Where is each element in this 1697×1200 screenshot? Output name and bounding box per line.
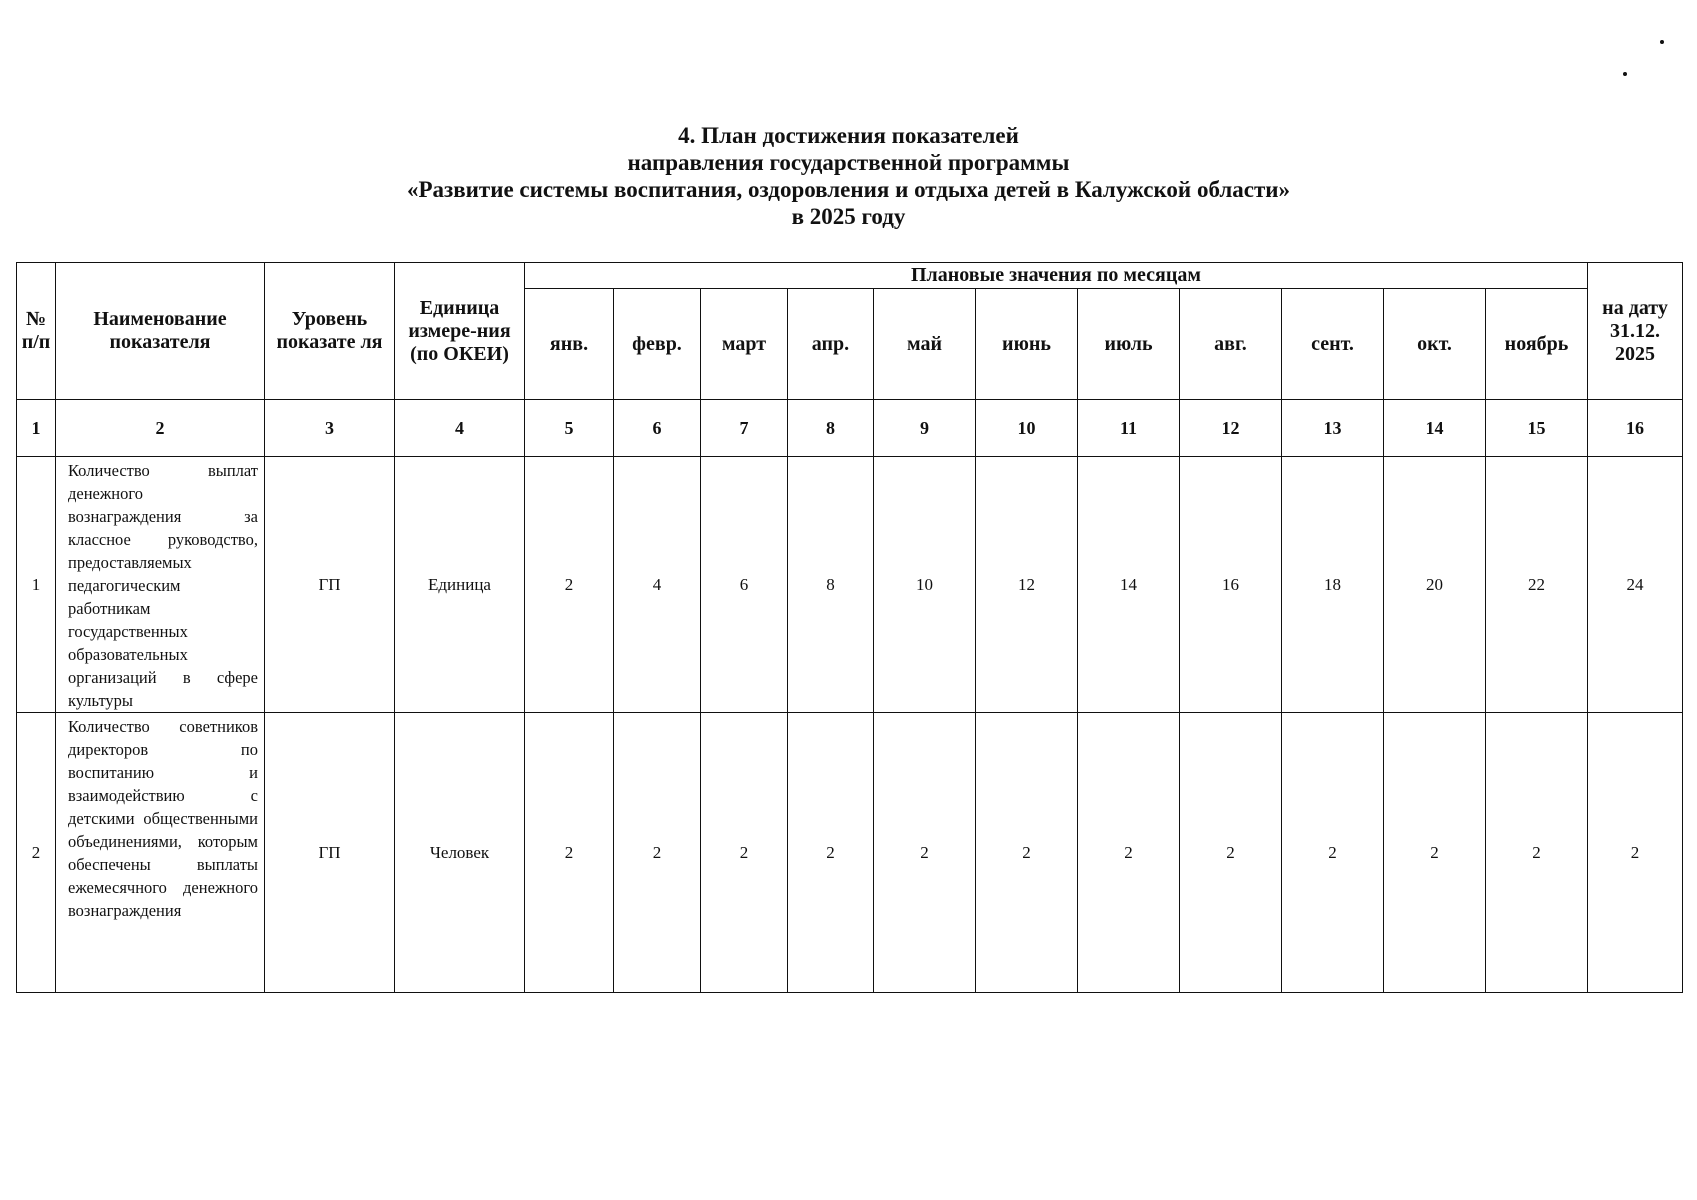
row-month-value: 16 (1180, 457, 1282, 713)
header-month: март (701, 289, 788, 400)
row-month-value: 20 (1384, 457, 1486, 713)
title-line: 4. План достижения показателей (678, 123, 1019, 148)
row-num: 1 (17, 457, 56, 713)
header-name: Наименование показателя (56, 263, 265, 400)
row-indicator-name: Количество выплат денежного вознаграждения за классное руководство, предоставляемых педагогическим работникам государственных образовательных организаций в сфере культуры (56, 457, 265, 713)
header-final: на дату 31.12. 2025 (1588, 263, 1683, 400)
header-num: № п/п (17, 263, 56, 400)
scan-speck (1660, 40, 1664, 44)
column-number: 11 (1078, 400, 1180, 457)
column-number: 12 (1180, 400, 1282, 457)
column-number: 6 (614, 400, 701, 457)
header-row (17, 263, 1683, 289)
title-line: направления государственной программы (627, 150, 1070, 175)
header-month: сент. (1282, 289, 1384, 400)
column-number: 13 (1282, 400, 1384, 457)
header-month: май (874, 289, 976, 400)
row-month-value: 14 (1078, 457, 1180, 713)
header-level: Уровень показате ля (265, 263, 395, 400)
row-month-value: 10 (874, 457, 976, 713)
row-month-value: 2 (701, 713, 788, 993)
column-number: 10 (976, 400, 1078, 457)
column-number: 16 (1588, 400, 1683, 457)
column-number: 5 (525, 400, 614, 457)
header-unit: Единица измере-ния (по ОКЕИ) (395, 263, 525, 400)
column-number: 9 (874, 400, 976, 457)
page-title (0, 122, 1697, 230)
row-final-value: 24 (1588, 457, 1683, 713)
header-month: янв. (525, 289, 614, 400)
row-month-value: 2 (1384, 713, 1486, 993)
table-row (17, 457, 1683, 713)
row-month-value: 4 (614, 457, 701, 713)
row-month-value: 2 (525, 457, 614, 713)
header-month: июнь (976, 289, 1078, 400)
column-number: 2 (56, 400, 265, 457)
row-month-value: 2 (1486, 713, 1588, 993)
header-month: ноябрь (1486, 289, 1588, 400)
scan-speck (1623, 72, 1627, 76)
column-number-row (17, 400, 1683, 457)
row-month-value: 6 (701, 457, 788, 713)
header-month: окт. (1384, 289, 1486, 400)
table-row (17, 713, 1683, 993)
column-number: 1 (17, 400, 56, 457)
row-month-value: 2 (976, 713, 1078, 993)
row-month-value: 2 (525, 713, 614, 993)
row-month-value: 2 (614, 713, 701, 993)
header-month: июль (1078, 289, 1180, 400)
row-level: ГП (265, 457, 395, 713)
row-indicator-name: Количество советников директоров по воспитанию и взаимодействию с детскими общественными объединениями, которым обеспечены выплаты ежемесячного денежного вознаграждения (56, 713, 265, 993)
column-number: 15 (1486, 400, 1588, 457)
column-number: 8 (788, 400, 874, 457)
row-month-value: 2 (1078, 713, 1180, 993)
row-month-value: 22 (1486, 457, 1588, 713)
header-month: апр. (788, 289, 874, 400)
column-number: 3 (265, 400, 395, 457)
row-unit: Единица (395, 457, 525, 713)
row-month-value: 18 (1282, 457, 1384, 713)
title-line: в 2025 году (791, 204, 906, 229)
row-month-value: 8 (788, 457, 874, 713)
row-month-value: 12 (976, 457, 1078, 713)
column-number: 4 (395, 400, 525, 457)
column-number: 14 (1384, 400, 1486, 457)
row-final-value: 2 (1588, 713, 1683, 993)
row-month-value: 2 (1180, 713, 1282, 993)
header-month: авг. (1180, 289, 1282, 400)
title-line: «Развитие системы воспитания, оздоровления и отдыха детей в Калужской области» (406, 177, 1291, 202)
row-month-value: 2 (874, 713, 976, 993)
row-level: ГП (265, 713, 395, 993)
column-number: 7 (701, 400, 788, 457)
row-unit: Человек (395, 713, 525, 993)
indicator-plan-table (16, 262, 1683, 993)
header-month: февр. (614, 289, 701, 400)
header-months-group: Плановые значения по месяцам (525, 263, 1588, 289)
row-month-value: 2 (788, 713, 874, 993)
row-month-value: 2 (1282, 713, 1384, 993)
row-num: 2 (17, 713, 56, 993)
